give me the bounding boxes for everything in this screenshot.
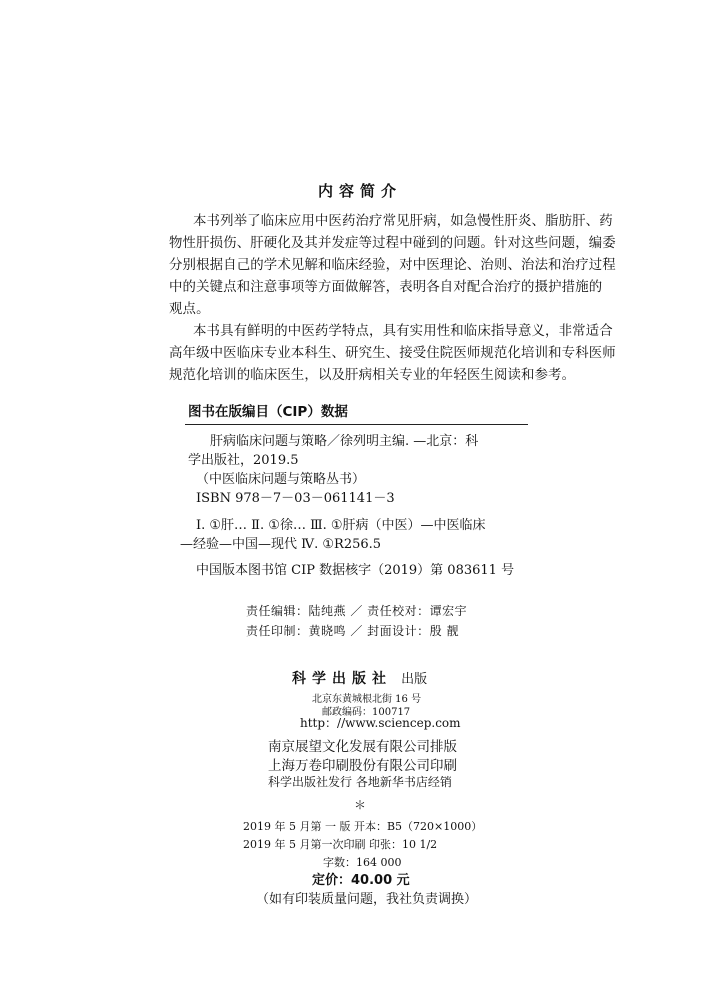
publisher-address: 北京东黄城根北街 16 号 [312, 694, 422, 705]
staff-line2: 责任印制：黄晓鸣 ／ 封面设计：殷 靓 [246, 624, 459, 638]
cip-line1: 肝病临床问题与策略／徐列明主编. —北京：科 [210, 434, 479, 449]
summary-p1-line5: 观点。 [169, 302, 210, 317]
summary-p1-line2: 物性肝损伤、肝硬化及其并发症等过程中碰到的问题。针对这些问题，编委 [169, 236, 616, 251]
price: 定价：40.00 元 [312, 873, 410, 888]
summary-p1-line4: 中的关键点和注意事项等方面做解答，表明各自对配合治疗的摄护措施的 [169, 280, 603, 295]
publisher-postcode: 邮政编码：100717 [322, 707, 411, 718]
summary-p1-line1: 本书列举了临床应用中医药治疗常见肝病，如急慢性肝炎、脂肪肝、药 [193, 214, 613, 229]
quality-note: （如有印装质量问题，我社负责调换） [256, 892, 478, 907]
publish-label: 出版 [401, 672, 428, 687]
distributor: 科学出版社发行 各地新华书店经销 [268, 775, 452, 789]
staff-line1: 责任编辑：陆纯燕 ／ 责任校对：谭宏宇 [246, 604, 468, 618]
cip-classification-2: —经验—中国—现代 Ⅳ. ①R256.5 [180, 537, 382, 552]
cip-title: 图书在版编目（CIP）数据 [188, 404, 348, 420]
cip-classification-1: Ⅰ. ①肝… Ⅱ. ①徐… Ⅲ. ①肝病（中医）—中医临床 [196, 518, 486, 533]
cip-isbn: ISBN 978－7－03－061141－3 [196, 491, 395, 506]
publisher-logo: 科学出版社 [292, 671, 392, 687]
word-count: 字数：164 000 [323, 856, 402, 869]
summary-title: 内容简介 [317, 182, 402, 200]
cip-record-number: 中国版本图书馆 CIP 数据核字（2019）第 083611 号 [196, 563, 515, 578]
summary-p2-line2: 高年级中医临床专业本科生、研究生、接受住院医师规范化培训和专科医师 [169, 346, 616, 361]
publisher-url: http：//www.sciencep.com [300, 716, 461, 730]
printer: 上海万卷印刷股份有限公司印刷 [268, 758, 457, 774]
edition-line2: 2019 年 5 月第一次印刷 印张：10 1/2 [243, 838, 438, 851]
edition-line1: 2019 年 5 月第 一 版 开本：B5（720×1000） [243, 820, 483, 833]
cip-divider [185, 424, 528, 425]
summary-p2-line3: 规范化培训的临床医生，以及肝病相关专业的年轻医生阅读和参考。 [169, 368, 576, 383]
typesetter: 南京展望文化发展有限公司排版 [268, 739, 457, 755]
summary-p2-line1: 本书具有鲜明的中医药学特点，具有实用性和临床指导意义，非常适合 [193, 324, 613, 339]
separator-star: ＊ [354, 798, 367, 812]
cip-line3: （中医临床问题与策略丛书） [196, 472, 366, 487]
summary-p1-line3: 分别根据自己的学术见解和临床经验，对中医理论、治则、治法和治疗过程 [169, 258, 616, 273]
cip-line2: 学出版社，2019.5 [188, 453, 299, 468]
publisher-line [292, 668, 427, 688]
